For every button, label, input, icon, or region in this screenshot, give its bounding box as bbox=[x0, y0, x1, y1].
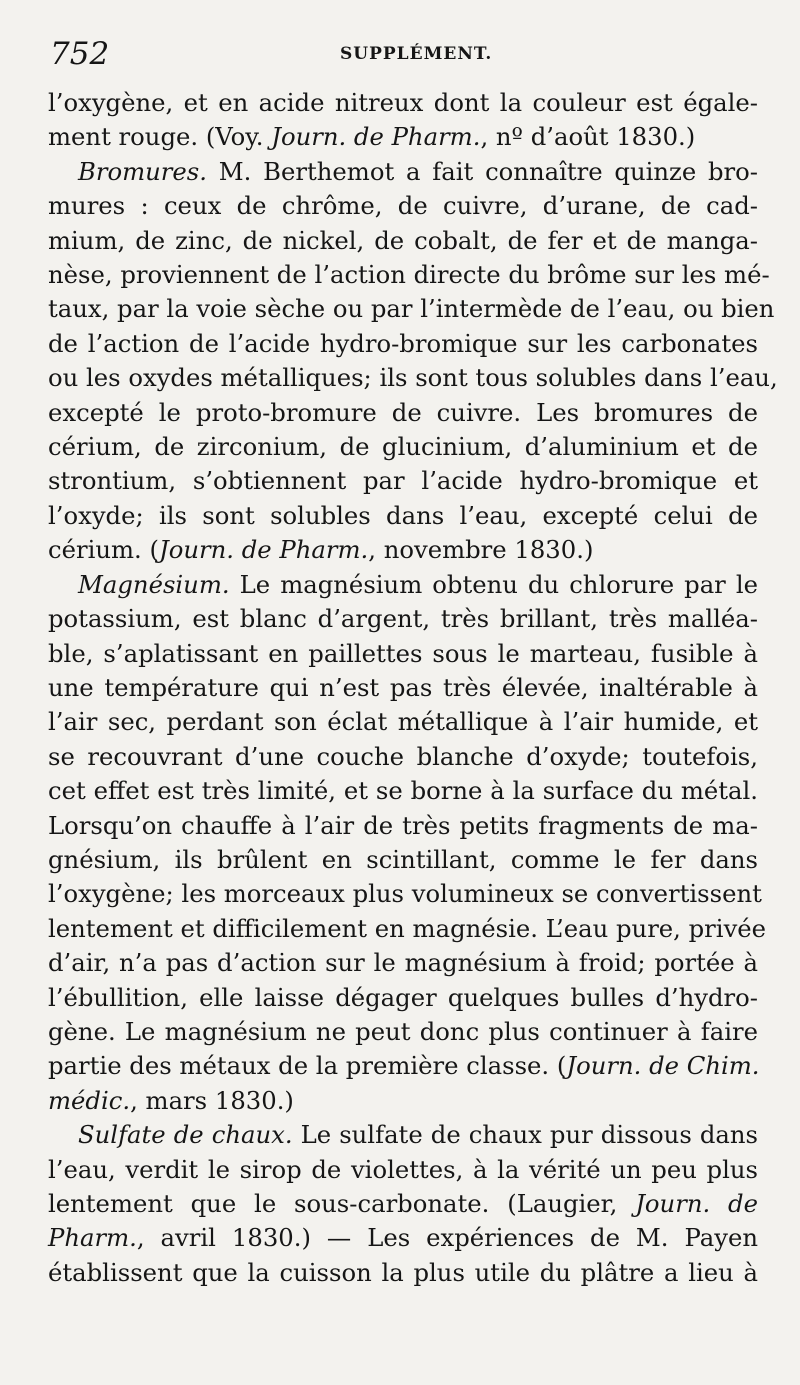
text-segment: partie des métaux de la première classe. ( bbox=[48, 1051, 567, 1081]
text-segment: Le sulfate de chaux pur dissous dans bbox=[292, 1120, 758, 1150]
page-number: 752 bbox=[50, 36, 110, 72]
text-segment: l’eau, verdit le sirop de violettes, à la vérité un peu plus bbox=[48, 1154, 758, 1184]
italic-segment: Pharm. bbox=[48, 1223, 137, 1253]
text-segment: établissent que la cuisson la plus utile du plâtre a lieu à bbox=[48, 1257, 758, 1287]
italic-segment: Journ. de Pharm. bbox=[159, 535, 369, 565]
body-text bbox=[48, 86, 778, 1290]
text-segment: taux, par la voie sèche ou par l’intermède de l’eau, ou bien bbox=[48, 294, 775, 324]
text-line bbox=[48, 602, 758, 636]
text-line bbox=[48, 361, 778, 395]
text-line bbox=[48, 224, 758, 258]
italic-segment: Magnésium. bbox=[78, 569, 230, 599]
text-line bbox=[48, 774, 758, 808]
text-segment: Le magnésium obtenu du chlorure par le bbox=[229, 569, 758, 599]
text-segment: cérium. ( bbox=[48, 535, 159, 565]
text-segment: l’oxygène; les morceaux plus volumineux se convertissent bbox=[48, 879, 762, 909]
text-line bbox=[48, 637, 758, 671]
text-segment: nèse, proviennent de l’action directe du brôme sur les mé- bbox=[48, 260, 770, 290]
text-line bbox=[48, 292, 775, 326]
text-line bbox=[48, 155, 758, 189]
text-segment: Lorsqu’on chauffe à l’air de très petits fragments de ma- bbox=[48, 810, 758, 840]
text-line bbox=[48, 86, 758, 120]
paragraph bbox=[48, 86, 758, 155]
text-line bbox=[48, 1118, 758, 1152]
text-line bbox=[48, 1187, 758, 1221]
text-segment: gène. Le magnésium ne peut donc plus continuer à faire bbox=[48, 1016, 758, 1046]
text-line bbox=[48, 809, 758, 843]
text-line bbox=[48, 1256, 758, 1290]
italic-segment: Journ. de Chim. bbox=[566, 1051, 760, 1081]
text-line bbox=[48, 430, 758, 464]
text-segment: potassium, est blanc d’argent, très brillant, très malléa- bbox=[48, 604, 758, 634]
text-segment: mium, de zinc, de nickel, de cobalt, de fer et de manga- bbox=[48, 225, 758, 255]
text-line bbox=[48, 671, 758, 705]
text-line bbox=[48, 464, 758, 498]
text-segment: l’oxyde; ils sont solubles dans l’eau, excepté celui de bbox=[48, 500, 758, 530]
text-segment: de l’action de l’acide hydro-bromique sur les carbonates bbox=[48, 328, 758, 358]
text-segment: lentement que le sous-carbonate. (Laugier, bbox=[48, 1189, 636, 1218]
text-segment: mures : ceux de chrôme, de cuivre, d’urane, de cad- bbox=[48, 191, 758, 221]
text-line bbox=[48, 1084, 758, 1118]
text-segment: une température qui n’est pas très élevée, inaltérable à bbox=[48, 672, 758, 702]
paragraph bbox=[48, 568, 767, 1119]
text-segment: strontium, s’obtiennent par l’acide hydro-bromique et bbox=[48, 466, 758, 496]
text-segment: l’air sec, perdant son éclat métallique à l’air humide, et bbox=[48, 707, 758, 737]
text-segment: , nº d’août 1830.) bbox=[480, 122, 696, 152]
italic-segment: médic. bbox=[48, 1085, 131, 1115]
text-segment: , avril 1830.) — Les expériences de M. Payen bbox=[136, 1223, 758, 1253]
page-header bbox=[50, 36, 760, 76]
text-line bbox=[48, 499, 758, 533]
text-segment: , novembre 1830.) bbox=[368, 535, 594, 565]
text-line bbox=[48, 912, 767, 946]
text-line bbox=[48, 1221, 758, 1255]
text-line bbox=[48, 705, 758, 739]
text-segment: lentement et difficilement en magnésie. L’eau pure, privée bbox=[48, 913, 767, 943]
text-line bbox=[48, 981, 758, 1015]
text-segment: d’air, n’a pas d’action sur le magnésium à froid; portée à bbox=[48, 948, 758, 978]
text-segment: cet effet est très limité, et se borne à la surface du métal. bbox=[48, 776, 758, 806]
text-segment: M. Berthemot a fait connaître quinze bro- bbox=[206, 156, 758, 186]
text-segment: gnésium, ils brûlent en scintillant, comme le fer dans bbox=[48, 844, 758, 874]
italic-segment: Bromures. bbox=[78, 156, 207, 186]
text-line bbox=[48, 396, 758, 430]
text-segment: , mars 1830.) bbox=[130, 1085, 294, 1115]
text-line bbox=[48, 877, 762, 911]
text-segment: l’ébullition, elle laisse dégager quelques bulles d’hydro- bbox=[48, 982, 758, 1012]
italic-segment: Journ. de Pharm. bbox=[271, 122, 481, 152]
italic-segment: Sulfate de chaux. bbox=[78, 1120, 293, 1150]
text-line bbox=[48, 843, 758, 877]
text-line bbox=[48, 258, 770, 292]
text-segment: ble, s’aplatissant en paillettes sous le marteau, fusible à bbox=[48, 638, 758, 668]
text-line bbox=[48, 1153, 758, 1187]
italic-segment: Journ. de bbox=[635, 1189, 758, 1218]
text-segment: excepté le proto-bromure de cuivre. Les bromures de bbox=[48, 397, 758, 427]
text-segment: se recouvrant d’une couche blanche d’oxyde; toutefois, bbox=[48, 741, 758, 771]
text-line bbox=[48, 740, 758, 774]
text-line bbox=[48, 533, 758, 567]
text-line bbox=[48, 189, 758, 223]
running-title: SUPPLÉMENT. bbox=[340, 44, 493, 64]
text-line bbox=[48, 120, 758, 154]
text-segment: ment rouge. (Voy. bbox=[48, 122, 272, 152]
text-line bbox=[48, 946, 758, 980]
paragraph bbox=[48, 1118, 758, 1290]
text-segment: ou les oxydes métalliques; ils sont tous solubles dans l’eau, bbox=[48, 363, 778, 393]
text-line bbox=[48, 1015, 758, 1049]
text-line bbox=[48, 568, 758, 602]
paragraph bbox=[48, 155, 778, 568]
text-line bbox=[48, 327, 758, 361]
text-segment: cérium, de zirconium, de glucinium, d’aluminium et de bbox=[48, 432, 758, 462]
text-segment: l’oxygène, et en acide nitreux dont la couleur est égale- bbox=[48, 88, 758, 117]
text-line bbox=[48, 1049, 758, 1083]
